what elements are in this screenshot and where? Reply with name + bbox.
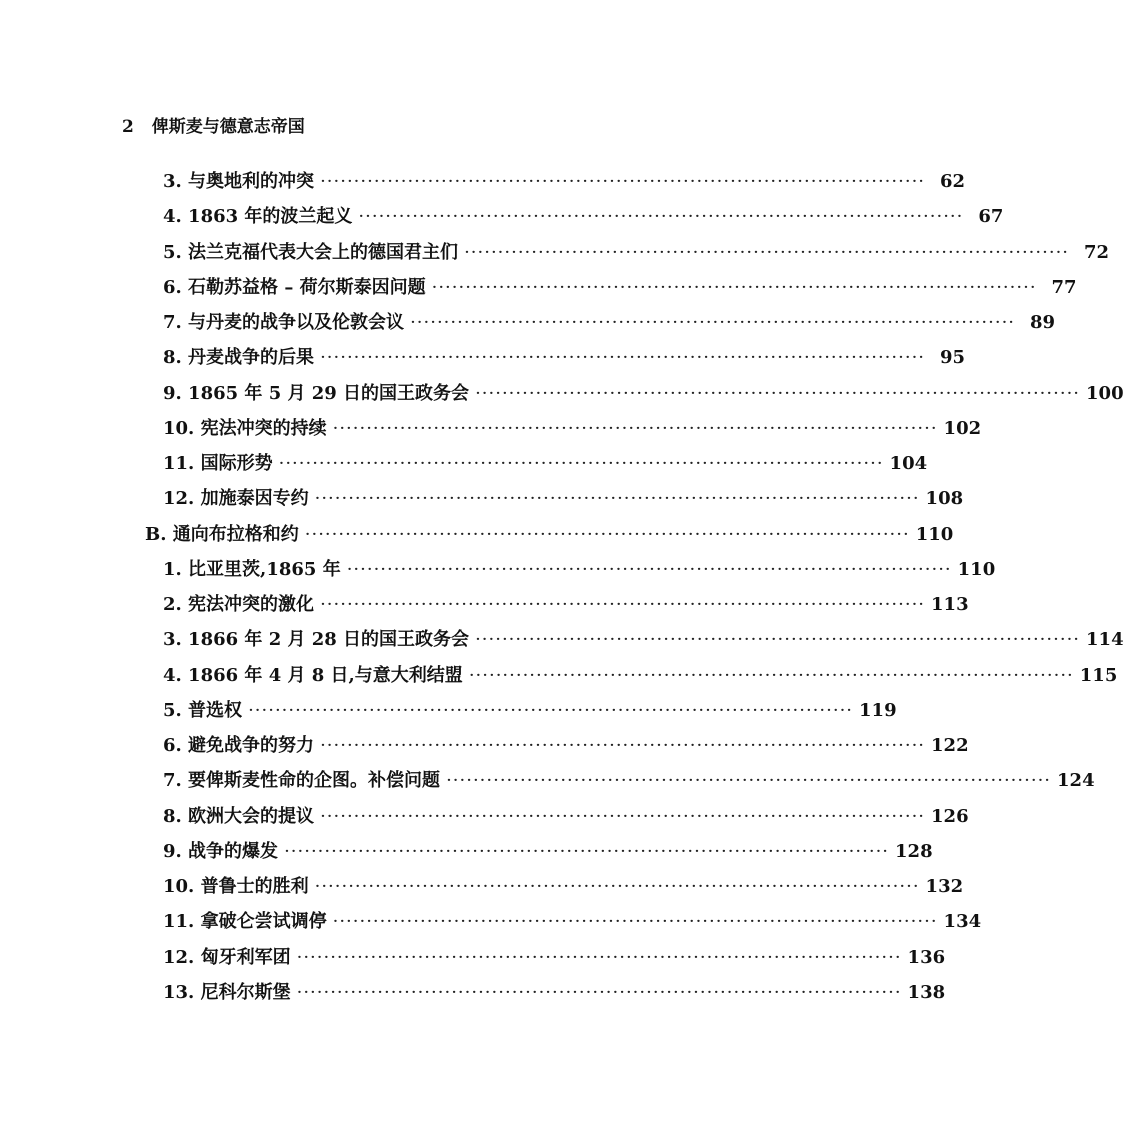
toc-entry-title: 3. 与奥地利的冲突: [163, 171, 315, 192]
toc-entry-page: 128: [895, 840, 933, 862]
toc-entry-title: 13. 尼科尔斯堡: [163, 981, 291, 1003]
toc-entry-title: 10. 宪法冲突的持续: [163, 417, 327, 439]
toc-leader-dots: ··························································································: [475, 629, 1081, 651]
toc-leader-dots: ··························································································: [332, 911, 938, 933]
toc-leader-dots: ··························································································: [332, 417, 938, 439]
toc-entry-title: 2. 宪法冲突的激化: [163, 594, 315, 615]
toc-entry[interactable]: [163, 661, 1118, 689]
toc-entry-page: 126: [931, 805, 969, 827]
toc-entry-title: 12. 匈牙利军团: [163, 946, 291, 968]
toc-leader-dots: ··························································································: [320, 347, 926, 369]
toc-entry[interactable]: [163, 484, 964, 512]
toc-entry-title: 5. 法兰克福代表大会上的德国君主们: [163, 241, 459, 263]
toc-entry[interactable]: [163, 590, 969, 618]
toc-entry-title: 7. 与丹麦的战争以及伦敦会议: [163, 312, 405, 333]
toc-entry-page: 115: [1079, 664, 1118, 686]
toc-entry-page: 108: [925, 488, 964, 510]
toc-entry-title: 12. 加施泰因专约: [163, 488, 309, 510]
toc-leader-dots: ··························································································: [431, 276, 1037, 298]
toc-entry[interactable]: [163, 414, 982, 442]
toc-entry-page: 124: [1057, 770, 1095, 792]
toc-entry-page: 138: [907, 981, 946, 1003]
toc-entry-page: 110: [915, 523, 954, 545]
page-number: 2: [122, 117, 134, 137]
toc-leader-dots: ··························································································: [320, 171, 926, 192]
toc-leader-dots: ··························································································: [296, 981, 902, 1003]
toc-entry[interactable]: [163, 907, 982, 935]
toc-entry[interactable]: [163, 167, 966, 195]
toc-entry[interactable]: [163, 943, 946, 971]
toc-entry-page: 110: [957, 558, 996, 580]
toc-leader-dots: ··························································································: [475, 382, 1081, 404]
toc-entry[interactable]: [163, 379, 1124, 407]
toc-entry-title: 4. 1866 年 4 月 8 日,与意大利结盟: [163, 664, 463, 686]
toc-leader-dots: ··························································································: [464, 241, 1070, 263]
toc-entry[interactable]: [163, 308, 1056, 336]
toc-entry-title: 9. 1865 年 5 月 29 日的国王政务会: [163, 382, 470, 404]
toc-leader-dots: ··························································································: [314, 876, 920, 897]
toc-entry-title: 1. 比亚里茨,1865 年: [163, 558, 341, 580]
toc-entry-page: 89: [1029, 312, 1056, 333]
toc-entry[interactable]: [163, 696, 897, 724]
toc-leader-dots: ··························································································: [346, 558, 952, 580]
toc-entry-page: 104: [889, 453, 928, 474]
toc-entry-page: 72: [1083, 241, 1110, 263]
toc-entry-title: 11. 国际形势: [163, 453, 273, 474]
toc-leader-dots: ··························································································: [296, 946, 902, 968]
toc-entry[interactable]: [163, 555, 996, 583]
toc-entry[interactable]: [163, 978, 946, 1006]
toc-entry[interactable]: [163, 731, 969, 759]
running-head: [122, 112, 305, 137]
toc-entry[interactable]: [163, 273, 1077, 301]
toc-entry-page: 114: [1086, 629, 1124, 651]
toc-entry[interactable]: [163, 625, 1124, 653]
toc-entry-page: 102: [943, 417, 982, 439]
toc-entry-page: 67: [978, 206, 1004, 228]
toc-entry-page: 132: [925, 876, 964, 897]
toc-entry[interactable]: [163, 766, 1095, 794]
book-title: 俾斯麦与德意志帝国: [151, 117, 305, 137]
toc-entry-title: 4. 1863 年的波兰起义: [163, 206, 353, 228]
toc-leader-dots: ··························································································: [468, 664, 1074, 686]
toc-entry[interactable]: [145, 520, 954, 548]
toc-leader-dots: ··························································································: [314, 488, 920, 510]
toc-entry[interactable]: [163, 202, 1004, 230]
toc-leader-dots: ··························································································: [304, 523, 910, 545]
toc-entry-page: 77: [1051, 276, 1077, 298]
toc-entry-title: 6. 石勒苏益格 – 荷尔斯泰因问题: [163, 276, 426, 298]
toc-entry-page: 113: [931, 594, 969, 615]
toc-entry-page: 100: [1086, 382, 1124, 404]
toc-leader-dots: ··························································································: [284, 840, 890, 862]
toc-entry-page: 95: [939, 347, 966, 369]
toc-entry-title: 9. 战争的爆发: [163, 840, 279, 862]
toc-entry-page: 122: [931, 735, 969, 756]
toc-leader-dots: ··························································································: [320, 594, 926, 615]
toc-entry[interactable]: [163, 872, 964, 900]
toc-entry-title: 7. 要俾斯麦性命的企图。补偿问题: [163, 770, 441, 792]
toc-entry-title: 10. 普鲁士的胜利: [163, 876, 309, 897]
toc-entry-title: 6. 避免战争的努力: [163, 735, 315, 756]
toc-leader-dots: ··························································································: [278, 453, 884, 474]
toc-leader-dots: ··························································································: [320, 805, 926, 827]
toc-leader-dots: ··························································································: [446, 770, 1052, 792]
toc-entry-page: 136: [907, 946, 946, 968]
toc-entry-title: 8. 丹麦战争的后果: [163, 347, 315, 369]
toc-leader-dots: ··························································································: [248, 699, 854, 721]
toc-entry[interactable]: [163, 837, 933, 865]
toc-leader-dots: ··························································································: [320, 735, 926, 756]
toc-entry-page: 134: [943, 911, 982, 933]
toc-entry[interactable]: [163, 802, 969, 830]
toc-entry[interactable]: [163, 449, 928, 477]
toc-entry-title: 3. 1866 年 2 月 28 日的国王政务会: [163, 629, 470, 651]
toc-entry[interactable]: [163, 343, 966, 371]
toc-entry-title: 5. 普选权: [163, 699, 243, 721]
toc-entry-page: 62: [939, 171, 966, 192]
toc-entry-title: 11. 拿破仑尝试调停: [163, 911, 327, 933]
toc-entry-title: 8. 欧洲大会的提议: [163, 805, 315, 827]
toc-entry[interactable]: [163, 238, 1110, 266]
toc-entry-title: B. 通向布拉格和约: [145, 523, 299, 545]
toc-entry-page: 119: [859, 699, 897, 721]
toc-leader-dots: ··························································································: [358, 206, 964, 228]
toc-leader-dots: ··························································································: [410, 312, 1016, 333]
